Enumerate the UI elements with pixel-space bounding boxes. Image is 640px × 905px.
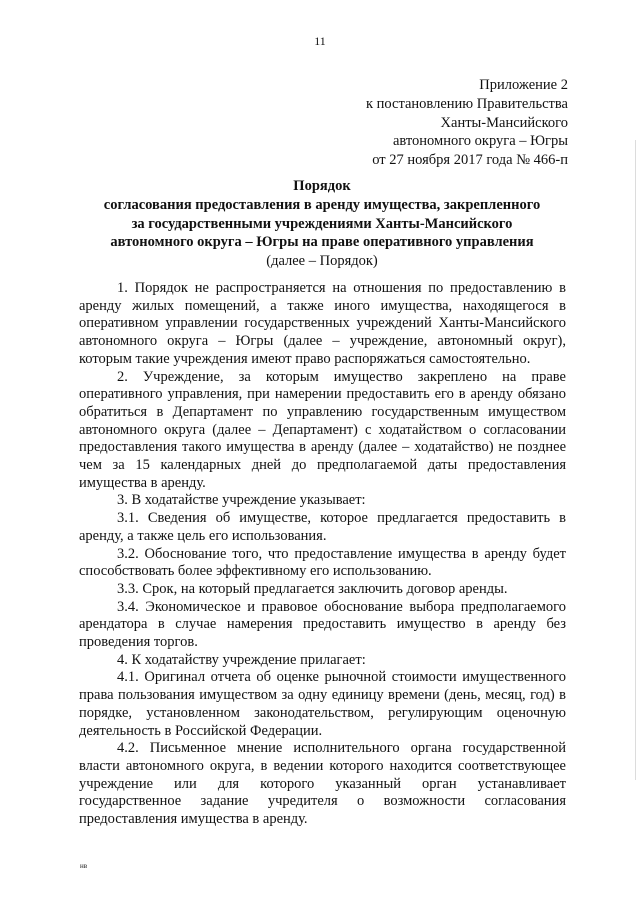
paragraph: 3.4. Экономическое и правовое обоснование выбора предполагаемого арендатора в случае намерения предоставить имущество в аренду без проведения торгов. (79, 598, 566, 651)
paragraph: 1. Порядок не распространяется на отношения по предоставлению в аренду жилых помещений, а также иного имущества, находящегося в оперативном управлении государственных учреждений Ханты-Мансийского автономного округа – Югры (далее – учреждение, автономный округ), которым такие учреждения имеют право распоряжаться самостоятельно. (79, 280, 566, 367)
document-title (78, 177, 566, 271)
title-line: Порядок (293, 178, 351, 194)
paragraph: 4. К ходатайству учреждение прилагает: (117, 651, 366, 668)
appendix-header (366, 76, 568, 170)
paragraph: 4.1. Оригинал отчета об оценке рыночной стоимости имущественного права пользования имуществом за одну единицу времени (день, месяц, год) в порядке, установленном законодательством, регулирующим оценочную деятельность в Российской Федерации. (79, 669, 566, 739)
footer-mark: нв (80, 862, 88, 870)
document-body (79, 280, 566, 829)
title-line: автономного округа – Югры на праве оперативного управления (110, 234, 534, 251)
paragraph: 2. Учреждение, за которым имущество закреплено на праве оперативного управления, при намерении предоставить его в аренду обязано обратиться в Департамент по управлению государственным имуществом автономного округа (далее – Департамент) с ходатайством о согласовании предоставления такого имущества в аренду (далее – ходатайство) не позднее чем за 15 календарных дней до предполагаемой даты предоставления имущества в аренду. (79, 368, 566, 491)
appendix-line: Приложение 2 (479, 77, 568, 93)
paragraph: 3.1. Сведения об имуществе, которое предлагается предоставить в аренду, а также цель его использования. (79, 510, 566, 544)
appendix-line: к постановлению Правительства (366, 95, 568, 112)
appendix-line: Ханты-Мансийского (440, 114, 568, 131)
paragraph: 4.2. Письменное мнение исполнительного органа государственной власти автономного округа, в ведении которого находится соответствующее учреждение или для которого указанный орган устанавливает государственное задание учредителя о возможности согласования предоставления имущества в аренду. (79, 740, 566, 828)
title-subline: (далее – Порядок) (266, 253, 378, 270)
appendix-line: от 27 ноября 2017 года № 466-п (372, 152, 568, 169)
paragraph: 3.2. Обоснование того, что предоставление имущества в аренду будет способствовать более эффективному его использованию. (79, 545, 566, 580)
paragraph: 3.3. Срок, на который предлагается заключить договор аренды. (117, 580, 508, 597)
title-line: согласования предоставления в аренду имущества, закрепленного (103, 196, 541, 213)
title-line: за государственными учреждениями Ханты-Мансийского (131, 215, 513, 232)
appendix-line: автономного округа – Югры (392, 133, 568, 150)
scan-edge-line (635, 140, 636, 780)
paragraph: 3. В ходатайстве учреждение указывает: (117, 492, 366, 509)
page-number: 11 (314, 34, 326, 48)
